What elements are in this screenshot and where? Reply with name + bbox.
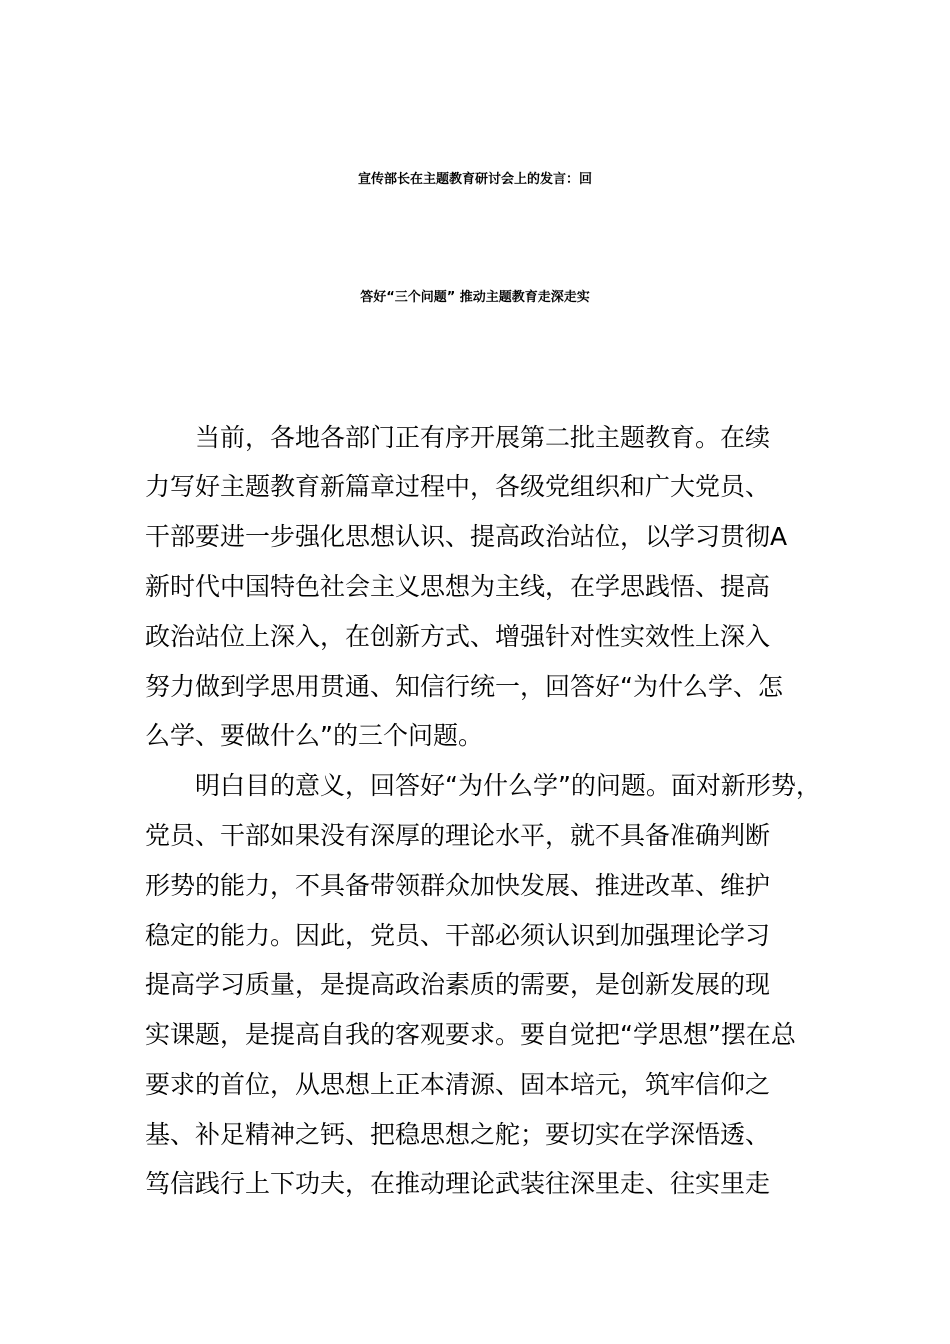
paragraph-2-line: 基、补足精神之钙、把稳思想之舵；要切实在学深悟透、 (145, 1120, 771, 1149)
paragraph-1-line: 么学、要做什么”的三个问题。 (145, 721, 483, 750)
paragraph-2-line: 笃信践行上下功夫，在推动理论武装往深里走、往实里走 (145, 1169, 771, 1198)
paragraph-1-line: 干部要进一步强化思想认识、提高政治站位，以学习贯彻A (145, 522, 788, 551)
paragraph-1-line: 当前，各地各部门正有序开展第二批主题教育。在续 (195, 423, 771, 452)
paragraph-1-line: 新时代中国特色社会主义思想为主线，在学思践悟、提高 (145, 572, 771, 601)
paragraph-2-line: 明白目的意义，回答好“为什么学”的问题。面对新形势， (195, 771, 821, 800)
paragraph-2-line: 要求的首位，从思想上正本清源、固本培元，筑牢信仰之 (145, 1070, 771, 1099)
paragraph-2-line: 形势的能力，不具备带领群众加快发展、推进改革、维护 (145, 871, 771, 900)
paragraph-1-line: 努力做到学思用贯通、知信行统一，回答好“为什么学、怎 (145, 672, 783, 701)
paragraph-1-line: 政治站位上深入，在创新方式、增强针对性实效性上深入 (145, 622, 771, 651)
paragraph-2-line: 实课题，是提高自我的客观要求。要自觉把“学思想”摆在总 (145, 1020, 796, 1049)
paragraph-2-line: 党员、干部如果没有深厚的理论水平，就不具备准确判断 (145, 821, 771, 850)
document-title-line-1: 宣传部长在主题教育研讨会上的发言：回 (357, 172, 592, 187)
document-title-line-2: 答好“三个问题” 推动主题教育走深走实 (360, 290, 590, 305)
paragraph-2-line: 提高学习质量，是提高政治素质的需要，是创新发展的现 (145, 970, 771, 999)
paragraph-2-line: 稳定的能力。因此，党员、干部必须认识到加强理论学习 (145, 921, 771, 950)
paragraph-1-line: 力写好主题教育新篇章过程中，各级党组织和广大党员、 (145, 472, 771, 501)
